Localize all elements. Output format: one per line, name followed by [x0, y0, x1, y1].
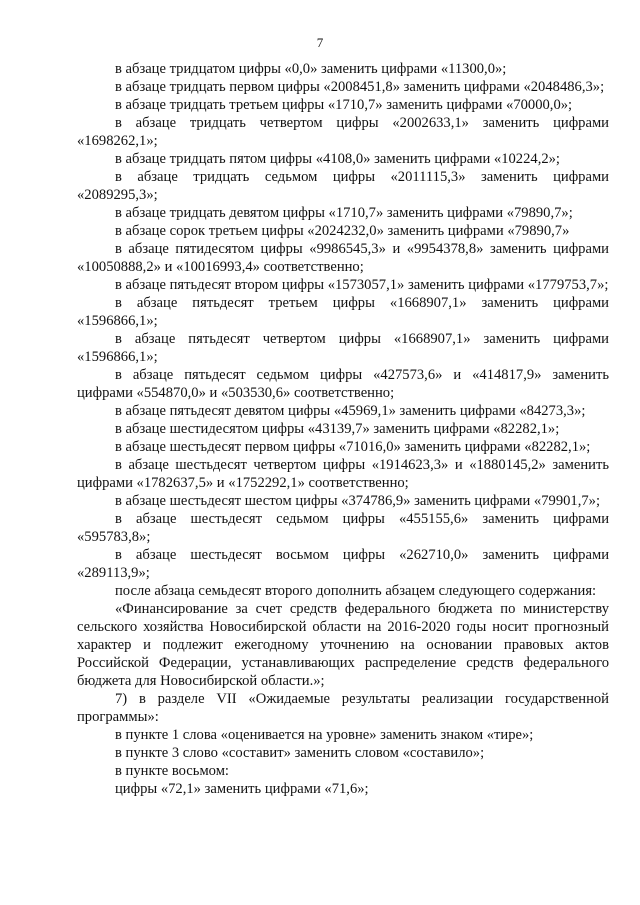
paragraph: после абзаца семьдесят второго дополнить абзацем следующего содержания:	[115, 583, 597, 599]
paragraph: 7) в разделе VII «Ожидаемые результаты реализации государственной программы»:	[77, 691, 609, 725]
paragraph: в абзаце шестидесятом цифры «43139,7» заменить цифрами «82282,1»;	[115, 421, 560, 437]
paragraph: в абзаце тридцать пятом цифры «4108,0» заменить цифрами «10224,2»;	[115, 151, 560, 167]
paragraph: в абзаце тридцать первом цифры «2008451,8» заменить цифрами «2048486,3»;	[115, 79, 605, 95]
paragraph: в абзаце пятьдесят девятом цифры «45969,1» заменить цифрами «84273,3»;	[115, 403, 586, 419]
paragraph: в абзаце шестьдесят первом цифры «71016,0» заменить цифрами «82282,1»;	[115, 439, 591, 455]
paragraph: в абзаце пятьдесят третьем цифры «1668907,1» заменить цифрами «1596866,1»;	[77, 295, 609, 329]
paragraph: в абзаце тридцать четвертом цифры «2002633,1» заменить цифрами «1698262,1»;	[77, 115, 609, 149]
page-number: 7	[316, 35, 324, 50]
paragraph: в абзаце шестьдесят шестом цифры «374786,9» заменить цифрами «79901,7»;	[115, 493, 601, 509]
paragraph: в пункте 3 слово «составит» заменить словом «составило»;	[115, 745, 485, 761]
paragraph: цифры «72,1» заменить цифрами «71,6»;	[115, 781, 369, 797]
paragraph: в абзаце тридцать девятом цифры «1710,7» заменить цифрами «79890,7»;	[115, 205, 573, 221]
quoted-paragraph: «Финансирование за счет средств федерального бюджета по министерству сельского хозяйства Новосибирской области на 2016-2020 годы носит прогнозный характер и подлежит ежегодному уточнению на основании правовых актов Российской Федерации, устанавливающих распределение средств федерального бюджета для Новосибирской области.»;	[77, 601, 609, 689]
paragraph: в абзаце пятидесятом цифры «9986545,3» и «9954378,8» заменить цифрами «10050888,2» и «10016993,4» соответственно;	[77, 241, 609, 275]
document-body	[77, 60, 609, 798]
paragraph: в абзаце пятьдесят седьмом цифры «427573,6» и «414817,9» заменить цифрами «554870,0» и «503530,6» соответственно;	[77, 367, 609, 401]
paragraph: в абзаце шестьдесят четвертом цифры «1914623,3» и «1880145,2» заменить цифрами «1782637,5» и «1752292,1» соответственно;	[77, 457, 609, 491]
paragraph: в абзаце пятьдесят втором цифры «1573057,1» заменить цифрами «1779753,7»;	[115, 277, 609, 293]
paragraph: в абзаце тридцать седьмом цифры «2011115,3» заменить цифрами «2089295,3»;	[77, 169, 609, 203]
paragraph: в пункте восьмом:	[115, 763, 229, 779]
paragraph: в абзаце тридцать третьем цифры «1710,7» заменить цифрами «70000,0»;	[115, 97, 573, 113]
paragraph: в абзаце шестьдесят седьмом цифры «455155,6» заменить цифрами «595783,8»;	[77, 511, 609, 545]
paragraph: в абзаце шестьдесят восьмом цифры «262710,0» заменить цифрами «289113,9»;	[77, 547, 609, 581]
paragraph: в абзаце пятьдесят четвертом цифры «1668907,1» заменить цифрами «1596866,1»;	[77, 331, 609, 365]
paragraph: в пункте 1 слова «оценивается на уровне» заменить знаком «тире»;	[115, 727, 534, 743]
paragraph: в абзаце сорок третьем цифры «2024232,0» заменить цифрами «79890,7»	[115, 223, 570, 239]
paragraph: в абзаце тридцатом цифры «0,0» заменить цифрами «11300,0»;	[115, 61, 507, 77]
